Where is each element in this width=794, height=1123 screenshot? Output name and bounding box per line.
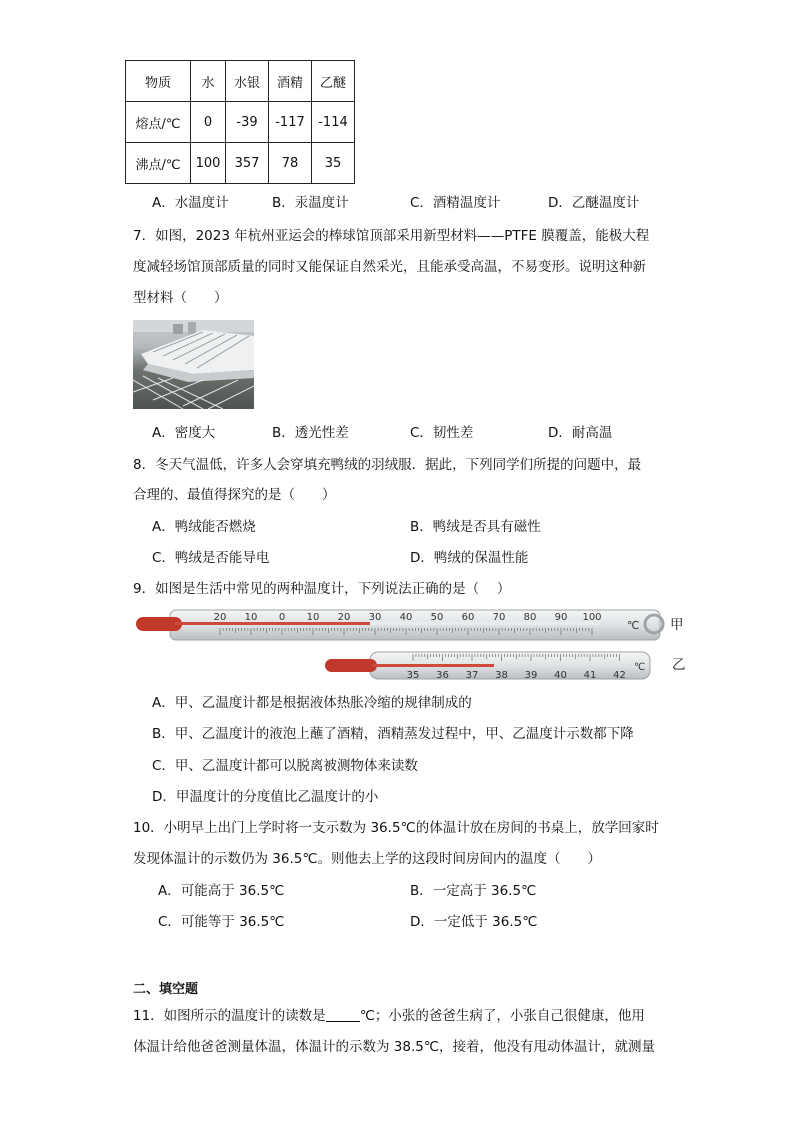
scale-label: 100 — [582, 612, 602, 623]
table-cell: -117 — [269, 102, 312, 143]
thermometer-b-unit: ℃ — [634, 662, 646, 673]
scale-label: 0 — [278, 612, 286, 623]
q7-option-b[interactable]: B．透光性差 — [272, 425, 349, 441]
thermometer-b-name: 乙 — [672, 657, 686, 673]
q11-text-a: 11．如图所示的温度计的读数是 — [133, 1008, 326, 1024]
table-row — [126, 102, 355, 143]
scale-label: 90 — [554, 612, 568, 623]
scale-label: 35 — [406, 670, 420, 681]
q7-stem-line: 7．如图，2023 年杭州亚运会的棒球馆顶部采用新型材料——PTFE 膜覆盖，能极大程 — [133, 228, 650, 244]
q8-stem-line: 8．冬天气温低，许多人会穿填充鸭绒的羽绒服．据此，下列同学们所提的问题中，最 — [133, 457, 642, 473]
q8-stem-line: 合理的、最值得探究的是（ ） — [133, 487, 336, 503]
scale-label: 30 — [368, 612, 382, 623]
scale-label: 20 — [213, 612, 227, 623]
table-header-row — [126, 61, 355, 102]
scale-label: 38 — [495, 670, 508, 681]
scale-label: 36 — [436, 670, 449, 681]
table-cell: 0 — [191, 102, 226, 143]
table-cell: 水 — [191, 61, 226, 102]
q9-option-c[interactable]: C．甲、乙温度计都可以脱离被测物体来读数 — [152, 758, 418, 774]
table-cell: 35 — [312, 143, 355, 184]
stadium-roof-photo — [133, 320, 254, 409]
q8-option-c[interactable]: C．鸭绒是否能导电 — [152, 550, 270, 566]
q10-option-a[interactable]: A．可能高于 36.5℃ — [158, 883, 285, 899]
q9-option-d[interactable]: D．甲温度计的分度值比乙温度计的小 — [152, 789, 379, 805]
table-cell: 酒精 — [269, 61, 312, 102]
q6-option-b[interactable]: B．汞温度计 — [272, 195, 349, 211]
scale-label: 37 — [465, 670, 479, 681]
scale-label: 10 — [244, 612, 258, 623]
stadium-roof-illustration — [133, 320, 254, 409]
q7-option-d[interactable]: D．耐高温 — [548, 425, 613, 441]
table-cell: 熔点/℃ — [126, 102, 191, 143]
scale-label: 60 — [461, 612, 475, 623]
q8-option-d[interactable]: D．鸭绒的保温性能 — [410, 550, 529, 566]
scale-label: 20 — [337, 612, 351, 623]
table-cell: 357 — [226, 143, 269, 184]
thermometer-a-unit: ℃ — [627, 619, 640, 632]
q9-stem: 9．如图是生活中常见的两种温度计，下列说法正确的是（ ） — [133, 581, 511, 597]
table-cell: 乙醚 — [312, 61, 355, 102]
thermometer-a — [130, 605, 700, 645]
scale-label: 42 — [613, 670, 626, 681]
q10-option-d[interactable]: D．一定低于 36.5℃ — [410, 914, 538, 930]
q11-text-b: ℃；小张的爸爸生病了，小张自己很健康，他用 — [359, 1008, 645, 1024]
thermometer-b-liquid — [372, 664, 494, 667]
q11-answer-blank[interactable] — [326, 1007, 360, 1022]
q10-option-c[interactable]: C．可能等于 36.5℃ — [158, 914, 285, 930]
q7-option-c[interactable]: C．韧性差 — [410, 425, 474, 441]
thermometer-b — [320, 648, 655, 682]
q6-option-d[interactable]: D．乙醚温度计 — [548, 195, 640, 211]
thermometer-b-bulb — [325, 659, 377, 672]
substance-table — [125, 60, 355, 184]
table-cell: 沸点/℃ — [126, 143, 191, 184]
q10-stem-line: 发现体温计的示数仍为 36.5℃。则他去上学的这段时间房间内的温度（ ） — [133, 851, 602, 867]
table-cell: -39 — [226, 102, 269, 143]
q7-option-a[interactable]: A．密度大 — [152, 425, 216, 441]
q9-option-a[interactable]: A．甲、乙温度计都是根据液体热胀冷缩的规律制成的 — [152, 695, 472, 711]
q11-line — [133, 1006, 645, 1026]
table-row — [126, 143, 355, 184]
q6-option-c[interactable]: C．酒精温度计 — [410, 195, 501, 211]
section-title: 二、填空题 — [133, 982, 199, 997]
scale-label: 10 — [306, 612, 320, 623]
scale-label: 70 — [492, 612, 506, 623]
q11-line: 体温计给他爸爸测量体温，体温计的示数为 38.5℃，接着，他没有甩动体温计，就测量 — [133, 1039, 656, 1055]
table-cell: -114 — [312, 102, 355, 143]
scale-label: 39 — [524, 670, 538, 681]
table-cell: 水银 — [226, 61, 269, 102]
scale-label: 80 — [523, 612, 537, 623]
table-cell: 物质 — [126, 61, 191, 102]
thermometer-a-name: 甲 — [670, 617, 684, 633]
scale-label: 40 — [399, 612, 413, 623]
table-cell: 78 — [269, 143, 312, 184]
scale-label: 40 — [554, 670, 567, 681]
q10-option-b[interactable]: B．一定高于 36.5℃ — [410, 883, 537, 899]
scale-label: 50 — [430, 612, 444, 623]
scale-label: 41 — [583, 670, 597, 681]
q9-option-b[interactable]: B．甲、乙温度计的液泡上蘸了酒精，酒精蒸发过程中，甲、乙温度计示数都下降 — [152, 726, 634, 742]
q10-stem-line: 10．小明早上出门上学时将一支示数为 36.5℃的体温计放在房间的书桌上，放学回家时 — [133, 820, 659, 836]
table-cell: 100 — [191, 143, 226, 184]
q7-stem-line: 度减轻场馆顶部质量的同时又能保证自然采光，且能承受高温，不易变形。说明这种新 — [133, 259, 646, 275]
q7-stem-line: 型材料（ ） — [133, 290, 228, 306]
q8-option-a[interactable]: A．鸭绒能否燃烧 — [152, 519, 256, 535]
q6-option-a[interactable]: A．水温度计 — [152, 195, 229, 211]
q8-option-b[interactable]: B．鸭绒是否具有磁性 — [410, 519, 541, 535]
